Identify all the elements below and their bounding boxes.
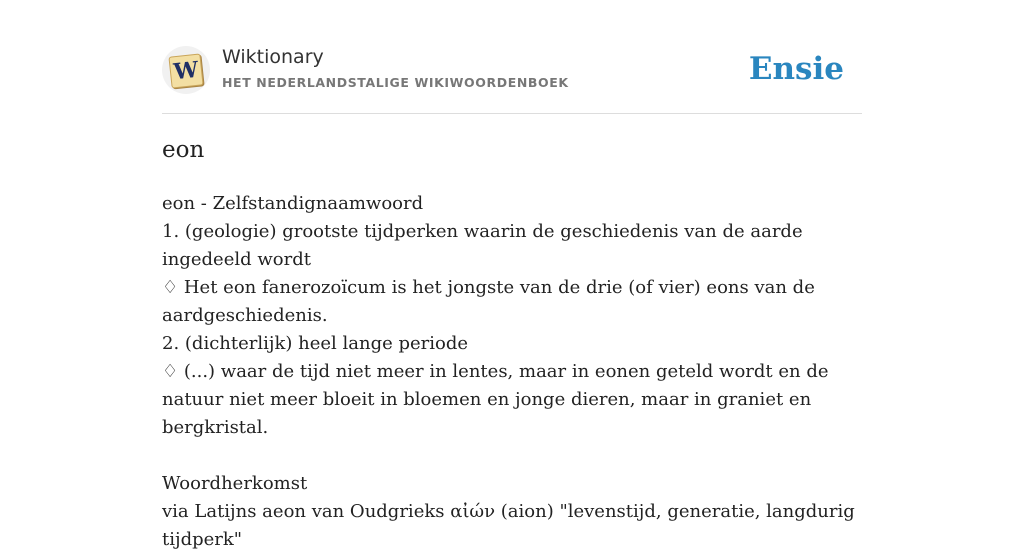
section-spacer	[162, 442, 862, 470]
wiktionary-logo[interactable]	[162, 46, 210, 94]
etymology-text: via Latijns aeon van Oudgrieks αἰών (aion) "levenstijd, generatie, langdurig tijdperk"	[162, 501, 855, 550]
entry-title: eon	[162, 137, 205, 163]
definition-2: 2. (dichterlijk) heel lange periode	[162, 333, 469, 354]
logo-tile-icon	[168, 53, 203, 88]
definition-1: 1. (geologie) grootste tijdperken waarin de geschiedenis van de aarde ingedeeld wordt	[162, 221, 803, 270]
ensie-brand-link[interactable]: Ensie	[748, 51, 844, 87]
etymology-heading: Woordherkomst	[162, 473, 308, 494]
example-1: ♢ Het eon fanerozoïcum is het jongste van de drie (of vier) eons van de aardgeschiedenis.	[162, 277, 815, 326]
site-title[interactable]: Wiktionary	[222, 46, 324, 68]
entry-content	[162, 190, 862, 554]
site-subtitle: HET NEDERLANDSTALIGE WIKIWOORDENBOEK	[222, 75, 569, 90]
example-2: ♢ (...) waar de tijd niet meer in lentes, maar in eonen geteld wordt en de natuur niet meer bloeit in bloemen en jonge dieren, maar in graniet en bergkristal.	[162, 361, 829, 438]
site-header	[162, 0, 862, 114]
logo-letter: W	[172, 56, 200, 86]
part-of-speech-line: eon - Zelfstandignaamwoord	[162, 193, 424, 214]
page	[162, 0, 862, 550]
